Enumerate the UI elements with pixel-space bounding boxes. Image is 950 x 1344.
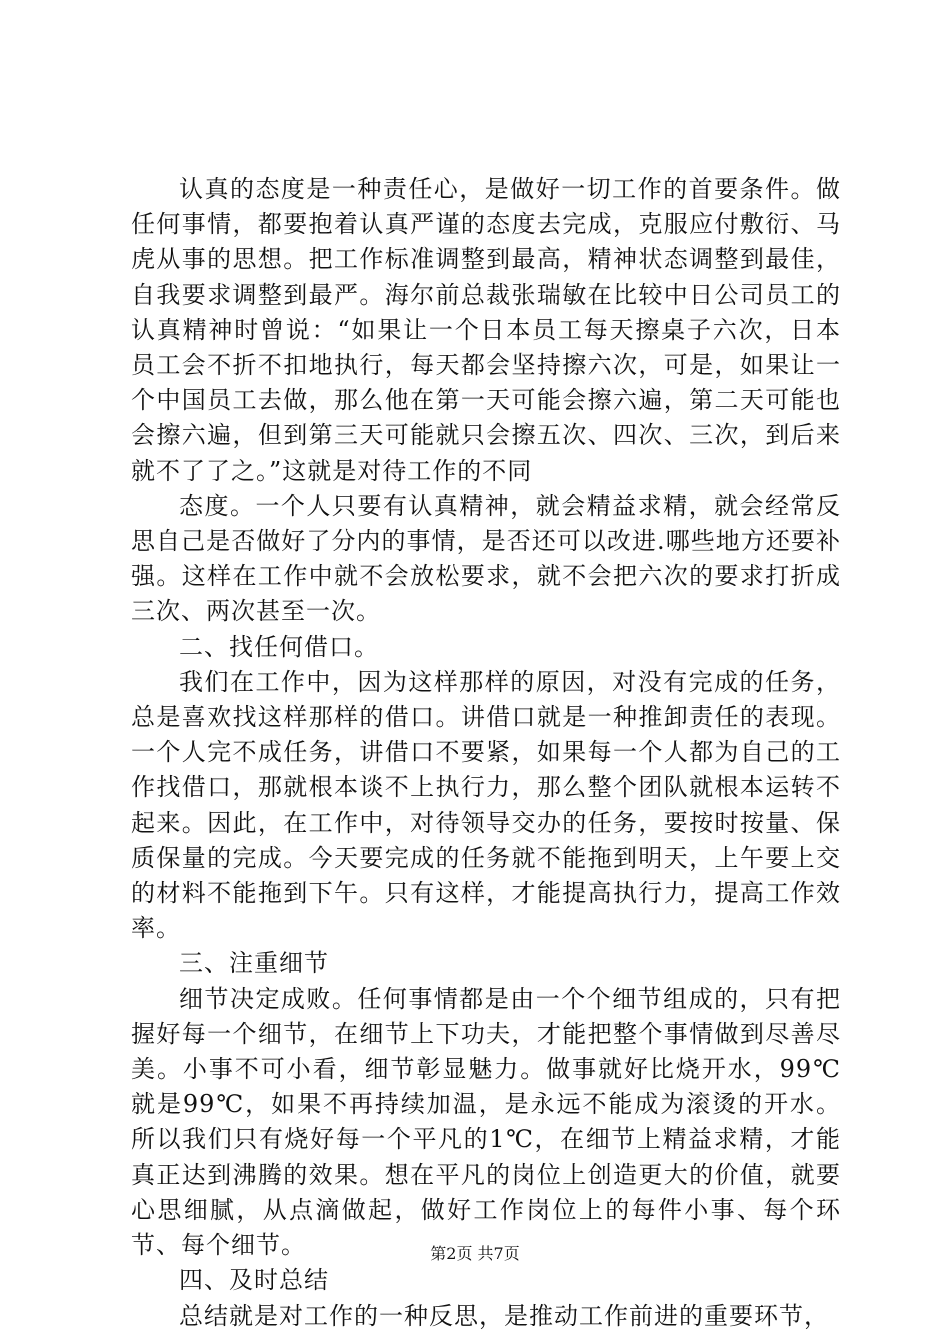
section-heading: 四、及时总结 <box>179 1266 329 1295</box>
paragraph: 总结就是对工作的一种反思，是推动工作前进的重要环节， <box>179 1301 829 1330</box>
paragraph: 认真的态度是一种责任心，是做好一切工作的首要条件。做任何事情，都要抱着认真严谨的态度去完成，克服应付敷衍、马虎从事的思想。把工作标准调整到最高，精神状态调整到最佳，自我要求调整到最严。海尔前总裁张瑞敏在比较中日公司员工的认真精神时曾说：“如果让一个日本员工每天擦桌子六次，日本员工会不折不扣地执行，每天都会坚持擦六次，可是，如果让一个中国员工去做，那么他在第一天可能会擦六遍，第二天可能也会擦六遍，但到第三天可能就只会擦五次、四次、三次，到后来就不了了之。”这就是对待工作的不同 <box>131 175 841 485</box>
section-heading: 三、注重细节 <box>179 949 329 978</box>
paragraph: 细节决定成败。任何事情都是由一个个细节组成的，只有把握好每一个细节，在细节上下功夫，才能把整个事情做到尽善尽美。小事不可小看，细节彰显魅力。做事就好比烧开水，99℃就是99℃，如果不再持续加温，是永远不能成为滚烫的开水。所以我们只有烧好每一个平凡的1℃，在细节上精益求精，才能真正达到沸腾的效果。想在平凡的岗位上创造更大的价值，就要心思细腻，从点滴做起，做好工作岗位上的每件小事、每个环节、每个细节。 <box>131 984 841 1260</box>
paragraph: 态度。一个人只要有认真精神，就会精益求精，就会经常反思自己是否做好了分内的事情，是否还可以改进.哪些地方还要补强。这样在工作中就不会放松要求，就不会把六次的要求打折成三次、两次甚至一次。 <box>131 491 841 626</box>
section-heading: 二、找任何借口。 <box>179 632 379 661</box>
document-body <box>131 172 841 1334</box>
paragraph: 我们在工作中，因为这样那样的原因，对没有完成的任务，总是喜欢找这样那样的借口。讲借口就是一种推卸责任的表现。一个人完不成任务，讲借口不要紧，如果每一个人都为自己的工作找借口，那就根本谈不上执行力，那么整个团队就根本运转不起来。因此，在工作中，对待领导交办的任务，要按时按量、保质保量的完成。今天要完成的任务就不能拖到明天，上午要上交的材料不能拖到下午。只有这样，才能提高执行力，提高工作效率。 <box>131 667 841 943</box>
page-number-footer: 第2页 共7页 <box>430 1244 520 1263</box>
